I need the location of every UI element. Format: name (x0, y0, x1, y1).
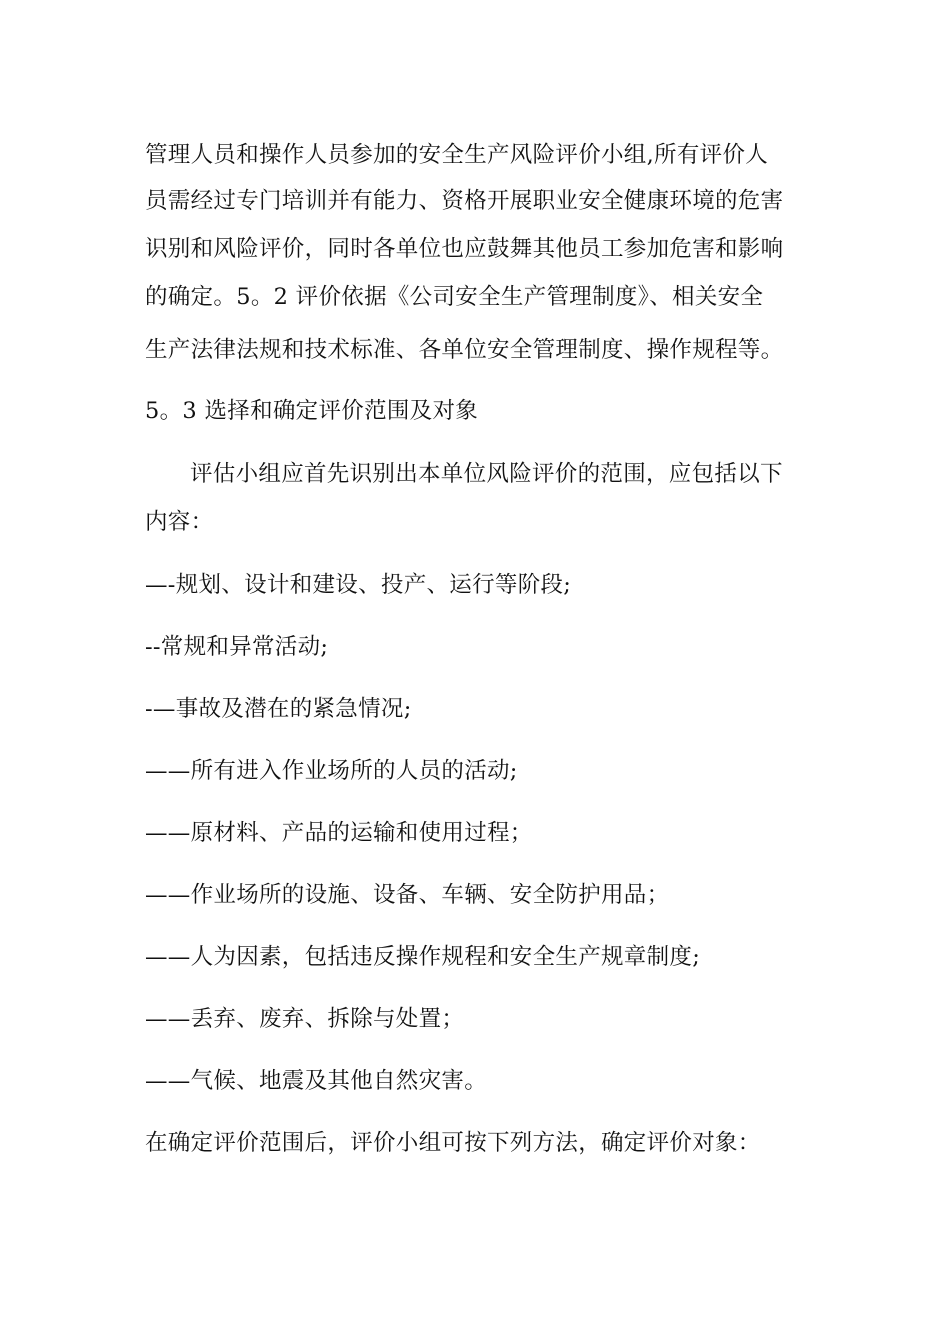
paragraph-line: 管理人员和操作人员参加的安全生产风险评价小组,所有评价人 (145, 142, 769, 168)
paragraph-line: 生产法律法规和技术标准、各单位安全管理制度、操作规程等。 (145, 337, 784, 363)
list-item: ——丢弃、废弃、拆除与处置； (145, 1006, 465, 1032)
list-item: --常规和异常活动; (145, 634, 329, 660)
section-heading: 5。3 选择和确定评价范围及对象 (145, 398, 479, 424)
list-item: ——原材料、产品的运输和使用过程； (145, 820, 533, 846)
list-item: ——人为因素，包括违反操作规程和安全生产规章制度; (145, 944, 701, 970)
paragraph-line: 评估小组应首先识别出本单位风险评价的范围，应包括以下 (190, 461, 783, 487)
paragraph-line: 内容： (145, 509, 214, 535)
paragraph-line: 员需经过专门培训并有能力、资格开展职业安全健康环境的危害 (145, 188, 784, 214)
list-item: -—事故及潜在的紧急情况; (145, 696, 412, 722)
paragraph-line: 识别和风险评价，同时各单位也应鼓舞其他员工参加危害和影响 (145, 236, 784, 262)
list-item: ——作业场所的设施、设备、车辆、安全防护用品； (145, 882, 670, 908)
closing-line: 在确定评价范围后，评价小组可按下列方法，确定评价对象： (145, 1130, 761, 1156)
list-item: ——所有进入作业场所的人员的活动; (145, 758, 518, 784)
list-item: —-规划、设计和建设、投产、运行等阶段; (145, 572, 572, 598)
paragraph-line: 的确定。5。2 评价依据《公司安全生产管理制度》、相关安全 (145, 284, 764, 310)
list-item: ——气候、地震及其他自然灾害。 (145, 1068, 488, 1094)
